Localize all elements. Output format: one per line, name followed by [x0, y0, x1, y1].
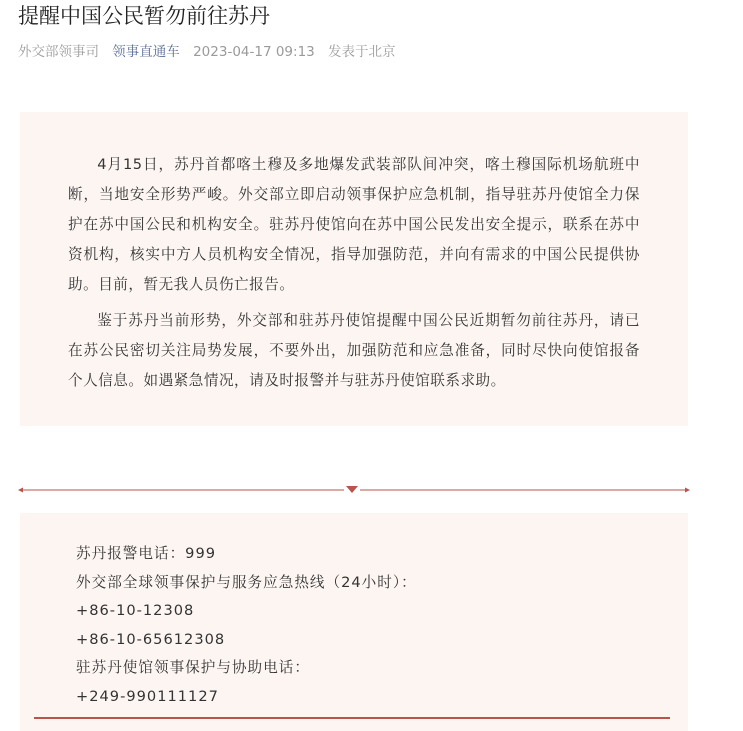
divider-left-arrow-icon [18, 488, 23, 493]
article-source: 外交部领事司 [18, 44, 99, 60]
body-paragraph-1: 4月15日，苏丹首都喀土穆及多地爆发武装部队间冲突，喀土穆国际机场航班中断，当地安全形势严峻。外交部立即启动领事保护应急机制，指导驻苏丹使馆全力保护在苏中国公民和机构安全。驻苏丹使馆向在苏中国公民发出安全提示，联系在苏中资机构，核实中方人员机构安全情况，指导加强防范，并向有需求的中国公民提供协助。目前，暂无我人员伤亡报告。 [68, 156, 640, 293]
section-divider [18, 484, 690, 496]
article-title: 提醒中国公民暂勿前往苏丹 [18, 4, 270, 28]
contact-line-hotline-label: 外交部全球领事保护与服务应急热线（24小时）： [76, 573, 417, 591]
notice-body-card [20, 112, 688, 426]
article-meta [18, 42, 405, 62]
contacts-card [20, 513, 688, 731]
contact-line-embassy-label: 驻苏丹使馆领事保护与协助电话： [76, 659, 310, 677]
divider-right-arrow-icon [685, 488, 690, 493]
publish-location: 发表于北京 [328, 44, 396, 60]
divider-center-triangle-icon [346, 486, 358, 493]
contact-line-embassy-phone: +249-990111127 [76, 687, 219, 705]
contact-line-hotline-1: +86-10-12308 [76, 602, 195, 620]
contact-line-alarm: 苏丹报警电话：999 [76, 545, 217, 562]
publish-datetime: 2023-04-17 09:13 [193, 44, 315, 60]
body-paragraph-2: 鉴于苏丹当前形势，外交部和驻苏丹使馆提醒中国公民近期暂勿前往苏丹，请已在苏公民密切关注局势发展，不要外出，加强防范和应急准备，同时尽快向使馆报备个人信息。如遇紧急情况，请及时报警并与驻苏丹使馆联系求助。 [68, 312, 640, 389]
contact-line-hotline-2: +86-10-65612308 [76, 630, 226, 648]
bottom-rule [34, 717, 670, 719]
account-name-link[interactable]: 领事直通车 [112, 44, 180, 60]
